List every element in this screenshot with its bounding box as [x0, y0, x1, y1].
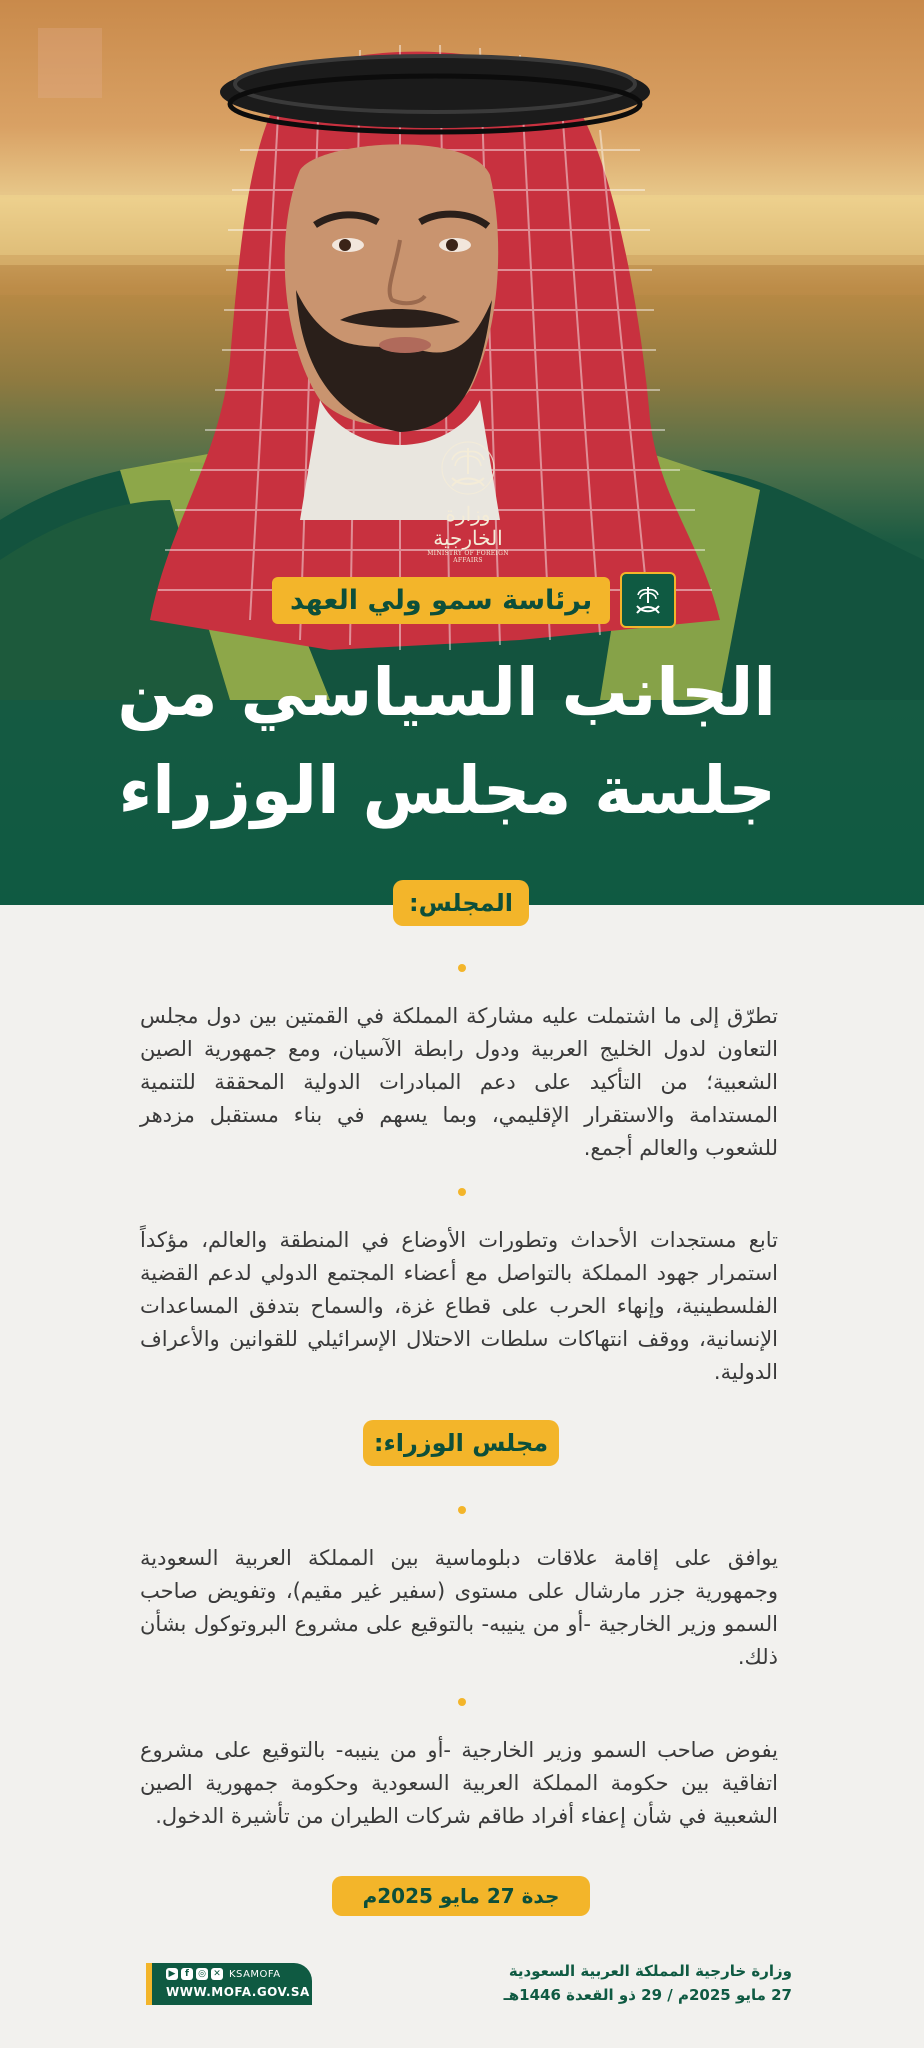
youtube-icon[interactable]: ▶	[166, 1968, 178, 1980]
bullet-dot	[458, 1506, 466, 1514]
council-point-1: تطرّق إلى ما اشتملت عليه مشاركة المملكة في القمتين بين دول مجلس التعاون لدول الخليج العربية ودول رابطة الآسيان، ومع جمهورية الصين الشعبية؛ من التأكيد على دعم المبادرات الدولية المحققة للتنمية المستدامة والاستقرار الإقليمي، وبما يسهم في بناء مستقبل مزدهر للشعوب والعالم أجمع.	[140, 1004, 778, 1160]
bullet-dot	[458, 1698, 466, 1706]
social-links	[166, 1968, 281, 1980]
palm-swords-emblem-icon	[438, 440, 498, 496]
footer-date: 27 مايو 2025م / 29 ذو القعدة 1446هـ	[503, 1986, 792, 2004]
cabinet-point-2: يفوض صاحب السمو وزير الخارجية -أو من ينيبه- بالتوقيع على مشروع اتفاقية بين حكومة المملكة العربية السعودية وحكومة جمهورية الصين الشعبية في شأن إعفاء أفراد طاقم شركات الطيران من تأشيرة الدخول.	[140, 1738, 778, 1828]
website-link[interactable]: WWW.MOFA.GOV.SA	[166, 1985, 310, 1999]
instagram-icon[interactable]: ◎	[196, 1968, 208, 1980]
crown-prince-badge	[272, 572, 676, 628]
cabinet-point-1: يوافق على إقامة علاقات دبلوماسية بين المملكة العربية السعودية وجمهورية جزر مارشال على مستوى (سفير غير مقيم)، وتفويض صاحب السمو وزير الخارجية -أو من ينيبه- بالتوقيع على مشروع البروتوكول بشأن ذلك.	[140, 1546, 778, 1669]
footer-social-box	[146, 1963, 312, 2005]
page-title-line-1: الجانب السياسي من	[117, 654, 776, 731]
council-heading: المجلس:	[393, 880, 529, 926]
cabinet-heading: مجلس الوزراء:	[363, 1420, 559, 1466]
badge-logo	[620, 572, 676, 628]
page-title-line-2: جلسة مجلس الوزراء	[118, 752, 776, 829]
x-icon[interactable]: ✕	[211, 1968, 223, 1980]
palm-swords-emblem-icon	[631, 583, 665, 617]
emblem-arabic: وزارة الخارجية	[433, 502, 503, 550]
badge-label: برئاسة سمو ولي العهد	[272, 577, 610, 624]
social-handle: KSAMOFA	[229, 1968, 281, 1980]
facebook-icon[interactable]: f	[181, 1968, 193, 1980]
ministry-emblem	[418, 440, 518, 564]
bullet-dot	[458, 964, 466, 972]
footer-ministry: وزارة خارجية المملكة العربية السعودية	[508, 1962, 792, 1980]
hero-banner	[0, 0, 924, 905]
council-point-2: تابع مستجدات الأحداث وتطورات الأوضاع في المنطقة والعالم، مؤكداً استمرار جهود المملكة بالتواصل مع أعضاء المجتمع الدولي لدعم القضية الفلسطينية، وإنهاء الحرب على قطاع غزة، والسماح بتدفق المساعدات الإنسانية، ووقف انتهاكات سلطات الاحتلال الإسرائيلي للقوانين والأعراف الدولية.	[140, 1228, 778, 1384]
date-pill: جدة 27 مايو 2025م	[332, 1876, 590, 1916]
bullet-dot	[458, 1188, 466, 1196]
emblem-english: MINISTRY OF FOREIGN AFFAIRS	[427, 550, 509, 564]
